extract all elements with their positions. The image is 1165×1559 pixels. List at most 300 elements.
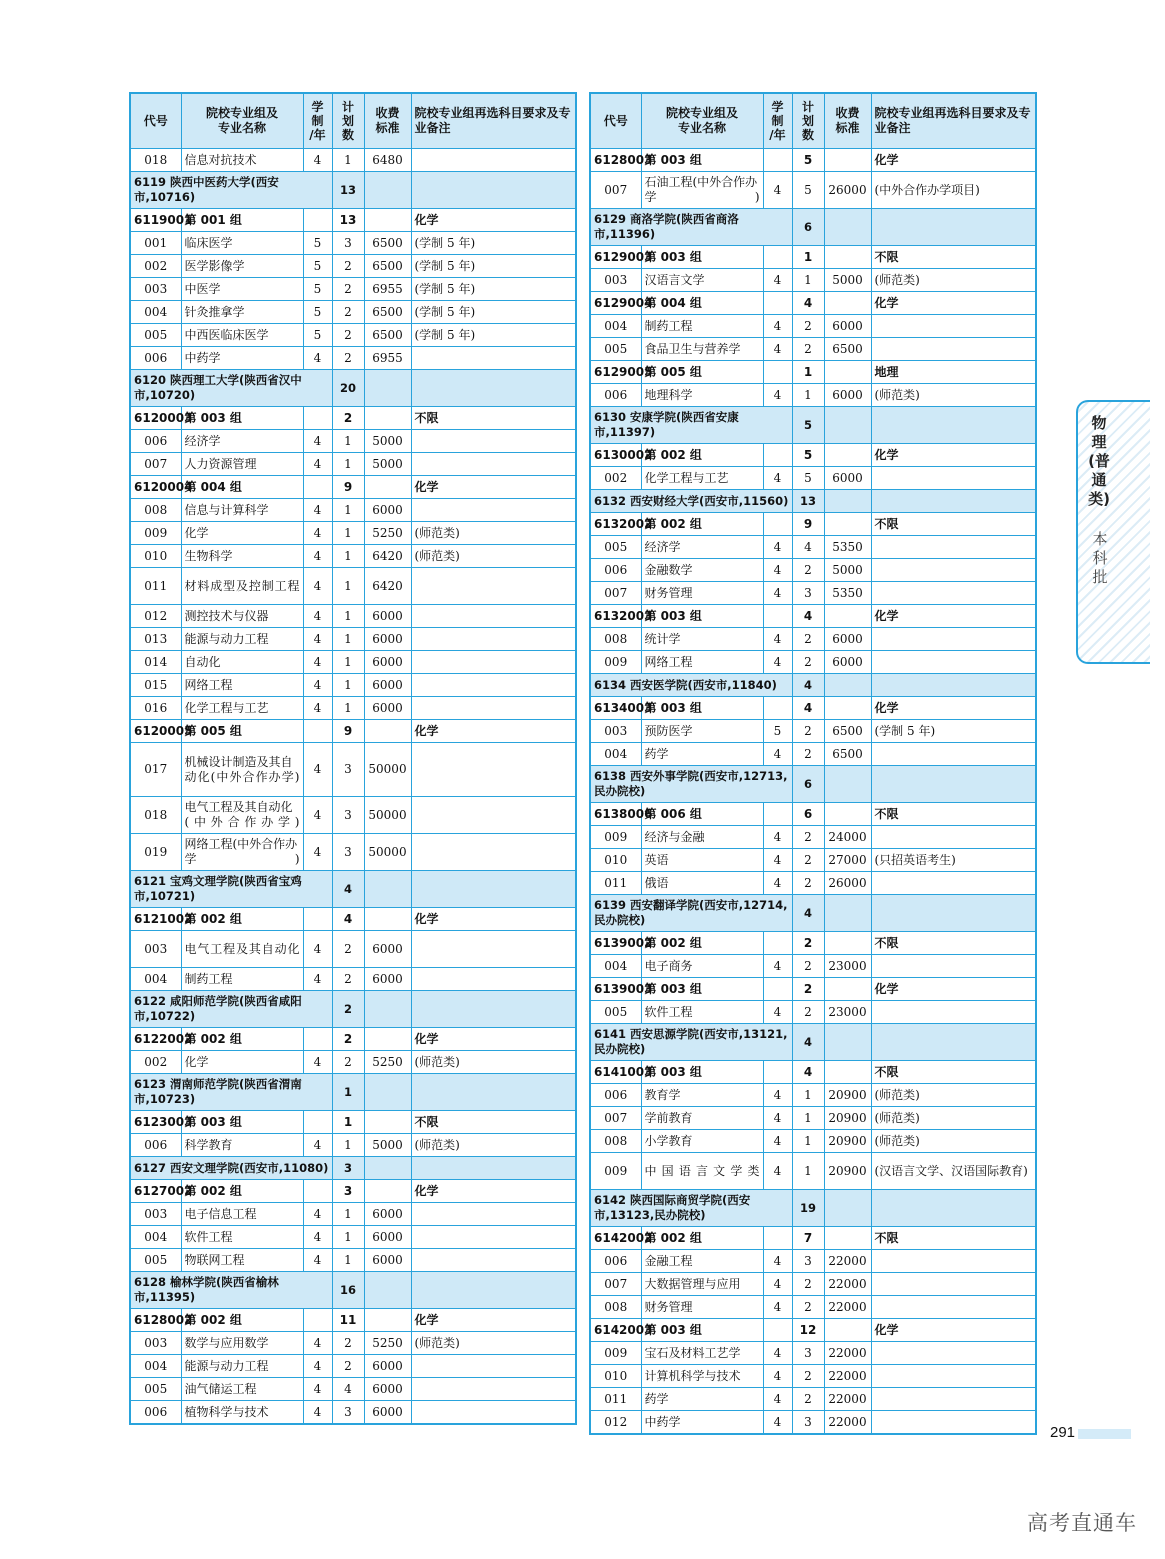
major-row — [590, 1273, 1036, 1296]
major-plan-count: 1 — [332, 453, 364, 476]
major-years: 4 — [303, 968, 332, 991]
group-fee-empty — [824, 246, 871, 269]
major-years: 4 — [303, 545, 332, 568]
group-years-empty — [303, 209, 332, 232]
group-subject-requirement: 化学 — [871, 149, 1036, 172]
major-plan-count: 1 — [792, 1130, 824, 1153]
major-name: 网络工程 — [641, 651, 763, 674]
major-name: 宝石及材料工艺学 — [641, 1342, 763, 1365]
major-code: 002 — [590, 467, 641, 490]
group-code: 6138006 — [590, 803, 641, 826]
group-subject-requirement: 地理 — [871, 361, 1036, 384]
major-fee: 26000 — [824, 872, 871, 895]
major-name: 电气工程及其自动化 — [181, 931, 303, 968]
major-code: 005 — [130, 324, 181, 347]
major-row — [130, 149, 576, 172]
school-note-empty — [411, 370, 576, 407]
major-years: 5 — [303, 324, 332, 347]
major-plan-count: 1 — [332, 674, 364, 697]
school-name: 6139 西安翻译学院(西安市,12714,民办院校) — [590, 895, 792, 932]
group-years-empty — [303, 720, 332, 743]
group-subject-requirement: 化学 — [411, 1028, 576, 1051]
header-plan: 计 划 数 — [332, 93, 364, 149]
group-code: 6120004 — [130, 476, 181, 499]
major-code: 007 — [130, 453, 181, 476]
group-fee-empty — [364, 1309, 411, 1332]
major-plan-count: 1 — [792, 384, 824, 407]
major-plan-count: 1 — [332, 568, 364, 605]
major-note: (师范类) — [871, 1084, 1036, 1107]
major-plan-count: 5 — [792, 467, 824, 490]
major-note: (师范类) — [411, 522, 576, 545]
major-name: 软件工程 — [641, 1001, 763, 1024]
table-body-left — [130, 149, 576, 1425]
major-fee: 20900 — [824, 1107, 871, 1130]
major-plan-count: 1 — [332, 1226, 364, 1249]
school-plan-count: 4 — [792, 895, 824, 932]
group-subject-requirement: 不限 — [411, 1111, 576, 1134]
major-fee: 22000 — [824, 1342, 871, 1365]
group-subject-requirement: 不限 — [871, 513, 1036, 536]
group-name: 第 002 组 — [181, 908, 303, 931]
major-code: 006 — [130, 1401, 181, 1425]
major-row — [590, 315, 1036, 338]
group-name: 第 003 组 — [641, 246, 763, 269]
major-code: 003 — [130, 1203, 181, 1226]
major-note — [871, 1342, 1036, 1365]
school-note-empty — [871, 674, 1036, 697]
major-note: (学制 5 年) — [871, 720, 1036, 743]
major-years: 4 — [303, 605, 332, 628]
major-name: 化学工程与工艺 — [181, 697, 303, 720]
school-note-empty — [871, 407, 1036, 444]
major-fee: 6420 — [364, 545, 411, 568]
major-years: 4 — [763, 1001, 792, 1024]
major-row — [590, 338, 1036, 361]
school-fee-empty — [824, 490, 871, 513]
major-name: 食品卫生与营养学 — [641, 338, 763, 361]
major-row — [130, 931, 576, 968]
major-note — [871, 338, 1036, 361]
major-note: (师范类) — [411, 1332, 576, 1355]
school-fee-empty — [364, 172, 411, 209]
group-subject-requirement: 化学 — [411, 1180, 576, 1203]
major-row — [130, 499, 576, 522]
major-fee: 5000 — [364, 430, 411, 453]
group-row — [590, 246, 1036, 269]
school-row — [590, 1190, 1036, 1227]
group-subject-requirement: 化学 — [871, 605, 1036, 628]
major-name: 医学影像学 — [181, 255, 303, 278]
major-row — [590, 582, 1036, 605]
major-name: 物联网工程 — [181, 1249, 303, 1272]
major-years: 4 — [763, 1342, 792, 1365]
major-years: 4 — [303, 1134, 332, 1157]
major-years: 4 — [303, 743, 332, 797]
major-name: 机械设计制造及其自动化(中外合作办学) — [181, 743, 303, 797]
major-name: 教育学 — [641, 1084, 763, 1107]
major-years: 5 — [303, 278, 332, 301]
group-subject-requirement: 化学 — [871, 1319, 1036, 1342]
major-note — [871, 628, 1036, 651]
group-row — [130, 720, 576, 743]
major-row — [130, 232, 576, 255]
school-row — [590, 209, 1036, 246]
major-note — [411, 674, 576, 697]
major-note: (师范类) — [871, 1130, 1036, 1153]
major-row — [130, 651, 576, 674]
major-note — [871, 315, 1036, 338]
major-name: 地理科学 — [641, 384, 763, 407]
school-note-empty — [411, 1157, 576, 1180]
major-years: 4 — [303, 1249, 332, 1272]
major-years: 4 — [763, 536, 792, 559]
group-row — [130, 908, 576, 931]
group-row — [590, 697, 1036, 720]
major-years: 4 — [763, 1388, 792, 1411]
group-code: 6129004 — [590, 292, 641, 315]
major-row — [130, 255, 576, 278]
major-years: 4 — [763, 1273, 792, 1296]
major-plan-count: 2 — [332, 1355, 364, 1378]
group-plan-count: 1 — [332, 1111, 364, 1134]
major-row — [130, 430, 576, 453]
group-name: 第 004 组 — [641, 292, 763, 315]
section-side-tab — [1076, 400, 1150, 664]
school-note-empty — [871, 766, 1036, 803]
group-fee-empty — [364, 209, 411, 232]
group-fee-empty — [824, 292, 871, 315]
group-fee-empty — [824, 697, 871, 720]
school-name: 6121 宝鸡文理学院(陕西省宝鸡市,10721) — [130, 871, 332, 908]
major-name: 自动化 — [181, 651, 303, 674]
major-plan-count: 1 — [332, 499, 364, 522]
major-fee: 6500 — [364, 232, 411, 255]
major-row — [590, 269, 1036, 292]
school-row — [590, 407, 1036, 444]
major-name: 植物科学与技术 — [181, 1401, 303, 1425]
group-years-empty — [763, 697, 792, 720]
group-name: 第 003 组 — [181, 1111, 303, 1134]
major-code: 006 — [130, 347, 181, 370]
major-fee: 6000 — [824, 384, 871, 407]
header-code: 代号 — [130, 93, 181, 149]
major-years: 5 — [303, 301, 332, 324]
major-row — [130, 324, 576, 347]
major-name: 小学教育 — [641, 1130, 763, 1153]
major-plan-count: 2 — [792, 1296, 824, 1319]
group-subject-requirement: 不限 — [871, 1227, 1036, 1250]
major-code: 003 — [590, 269, 641, 292]
major-plan-count: 1 — [332, 1134, 364, 1157]
group-plan-count: 9 — [332, 476, 364, 499]
major-row — [130, 797, 576, 834]
header-note: 院校专业组再选科目要求及专业备注 — [871, 93, 1036, 149]
group-code: 6129005 — [590, 361, 641, 384]
group-row — [130, 1180, 576, 1203]
header-name: 院校专业组及 专业名称 — [181, 93, 303, 149]
major-code: 005 — [130, 1378, 181, 1401]
major-name: 信息与计算科学 — [181, 499, 303, 522]
major-code: 010 — [590, 1365, 641, 1388]
major-fee: 22000 — [824, 1388, 871, 1411]
major-years: 5 — [763, 720, 792, 743]
major-years: 4 — [303, 931, 332, 968]
major-code: 012 — [590, 1411, 641, 1435]
major-code: 011 — [590, 1388, 641, 1411]
group-years-empty — [763, 246, 792, 269]
major-note: (师范类) — [871, 1107, 1036, 1130]
major-note — [871, 536, 1036, 559]
group-years-empty — [303, 1111, 332, 1134]
group-fee-empty — [824, 605, 871, 628]
school-name: 6138 西安外事学院(西安市,12713,民办院校) — [590, 766, 792, 803]
major-row — [130, 1203, 576, 1226]
major-code: 009 — [590, 1153, 641, 1190]
major-plan-count: 2 — [792, 651, 824, 674]
major-code: 004 — [590, 315, 641, 338]
major-note — [411, 1203, 576, 1226]
major-code: 005 — [590, 536, 641, 559]
major-note — [871, 872, 1036, 895]
major-note: (师范类) — [411, 545, 576, 568]
major-years: 4 — [303, 522, 332, 545]
major-plan-count: 3 — [792, 1411, 824, 1435]
school-note-empty — [871, 1024, 1036, 1061]
group-code: 6139003 — [590, 978, 641, 1001]
major-row — [130, 1226, 576, 1249]
major-code: 004 — [130, 1355, 181, 1378]
group-code: 6121002 — [130, 908, 181, 931]
school-row — [130, 172, 576, 209]
major-fee: 5250 — [364, 1332, 411, 1355]
major-note — [411, 968, 576, 991]
group-row — [130, 209, 576, 232]
admission-table-left — [129, 92, 577, 1425]
major-years: 4 — [303, 1203, 332, 1226]
school-plan-count: 1 — [332, 1074, 364, 1111]
major-fee: 26000 — [824, 172, 871, 209]
major-code: 003 — [130, 931, 181, 968]
major-plan-count: 1 — [792, 1153, 824, 1190]
major-row — [590, 1296, 1036, 1319]
major-name: 能源与动力工程 — [181, 1355, 303, 1378]
major-plan-count: 2 — [332, 968, 364, 991]
major-name: 中药学 — [641, 1411, 763, 1435]
school-row — [130, 1157, 576, 1180]
group-plan-count: 4 — [332, 908, 364, 931]
major-row — [590, 384, 1036, 407]
major-name: 化学 — [181, 1051, 303, 1074]
school-note-empty — [871, 209, 1036, 246]
major-years: 5 — [303, 232, 332, 255]
school-fee-empty — [824, 1024, 871, 1061]
major-note: (汉语言文学、汉语国际教育) — [871, 1153, 1036, 1190]
major-plan-count: 2 — [792, 315, 824, 338]
school-name: 6128 榆林学院(陕西省榆林市,11395) — [130, 1272, 332, 1309]
group-name: 第 003 组 — [641, 1061, 763, 1084]
major-code: 002 — [130, 1051, 181, 1074]
major-code: 006 — [130, 430, 181, 453]
major-years: 4 — [763, 338, 792, 361]
group-row — [130, 1111, 576, 1134]
major-row — [590, 559, 1036, 582]
major-fee: 6955 — [364, 347, 411, 370]
group-fee-empty — [364, 720, 411, 743]
major-name: 网络工程 — [181, 674, 303, 697]
group-plan-count: 9 — [332, 720, 364, 743]
major-plan-count: 1 — [332, 149, 364, 172]
major-years: 4 — [763, 269, 792, 292]
group-years-empty — [763, 1227, 792, 1250]
group-years-empty — [763, 292, 792, 315]
major-row — [130, 1332, 576, 1355]
group-name: 第 003 组 — [641, 978, 763, 1001]
major-plan-count: 2 — [792, 559, 824, 582]
group-code: 6139002 — [590, 932, 641, 955]
major-name: 英语 — [641, 849, 763, 872]
group-code: 6130002 — [590, 444, 641, 467]
major-fee: 22000 — [824, 1296, 871, 1319]
major-code: 010 — [590, 849, 641, 872]
major-name: 统计学 — [641, 628, 763, 651]
major-plan-count: 1 — [332, 430, 364, 453]
major-plan-count: 3 — [332, 834, 364, 871]
group-subject-requirement: 化学 — [411, 1309, 576, 1332]
major-years: 5 — [303, 255, 332, 278]
major-name: 经济学 — [641, 536, 763, 559]
major-fee: 6000 — [364, 1401, 411, 1425]
major-years: 4 — [763, 1250, 792, 1273]
group-plan-count: 1 — [792, 361, 824, 384]
major-name: 软件工程 — [181, 1226, 303, 1249]
major-note — [411, 453, 576, 476]
group-code: 6132002 — [590, 513, 641, 536]
major-years: 4 — [303, 568, 332, 605]
major-code: 010 — [130, 545, 181, 568]
school-note-empty — [411, 1074, 576, 1111]
school-fee-empty — [364, 1272, 411, 1309]
major-code: 004 — [130, 1226, 181, 1249]
school-name: 6127 西安文理学院(西安市,11080) — [130, 1157, 332, 1180]
group-plan-count: 2 — [332, 1028, 364, 1051]
major-years: 4 — [303, 1332, 332, 1355]
major-name: 经济学 — [181, 430, 303, 453]
major-fee: 6420 — [364, 568, 411, 605]
major-row — [130, 1051, 576, 1074]
major-name: 制药工程 — [641, 315, 763, 338]
major-row — [590, 651, 1036, 674]
major-fee: 6000 — [824, 315, 871, 338]
group-name: 第 002 组 — [181, 1309, 303, 1332]
group-fee-empty — [824, 1227, 871, 1250]
school-plan-count: 2 — [332, 991, 364, 1028]
school-row — [590, 895, 1036, 932]
group-plan-count: 11 — [332, 1309, 364, 1332]
group-row — [130, 1028, 576, 1051]
major-note — [871, 1388, 1036, 1411]
group-code: 6122002 — [130, 1028, 181, 1051]
major-code: 008 — [590, 1130, 641, 1153]
major-fee: 5000 — [824, 559, 871, 582]
school-fee-empty — [364, 1157, 411, 1180]
major-code: 003 — [130, 1332, 181, 1355]
group-plan-count: 1 — [792, 246, 824, 269]
major-fee: 5250 — [364, 1051, 411, 1074]
major-fee: 6000 — [364, 674, 411, 697]
major-fee: 6500 — [824, 720, 871, 743]
major-code: 009 — [590, 651, 641, 674]
major-fee: 22000 — [824, 1411, 871, 1435]
school-fee-empty — [364, 871, 411, 908]
major-code: 005 — [590, 1001, 641, 1024]
major-code: 004 — [590, 955, 641, 978]
major-code: 009 — [590, 1342, 641, 1365]
group-code: 6132003 — [590, 605, 641, 628]
school-plan-count: 19 — [792, 1190, 824, 1227]
major-note — [871, 559, 1036, 582]
school-fee-empty — [824, 407, 871, 444]
major-name: 中药学 — [181, 347, 303, 370]
major-fee: 6500 — [364, 301, 411, 324]
group-name: 第 002 组 — [641, 513, 763, 536]
header-years: 学 制 /年 — [763, 93, 792, 149]
major-note — [871, 467, 1036, 490]
major-plan-count: 3 — [332, 743, 364, 797]
major-plan-count: 1 — [332, 1203, 364, 1226]
major-years: 4 — [763, 1411, 792, 1435]
major-years: 4 — [763, 651, 792, 674]
major-code: 008 — [590, 628, 641, 651]
major-name: 数学与应用数学 — [181, 1332, 303, 1355]
group-row — [590, 149, 1036, 172]
major-note: (师范类) — [411, 1051, 576, 1074]
major-plan-count: 2 — [792, 1273, 824, 1296]
group-code: 6134003 — [590, 697, 641, 720]
major-code: 018 — [130, 797, 181, 834]
major-code: 004 — [130, 301, 181, 324]
major-fee: 6000 — [364, 651, 411, 674]
school-name: 6123 渭南师范学院(陕西省渭南市,10723) — [130, 1074, 332, 1111]
major-name: 化学工程与工艺 — [641, 467, 763, 490]
school-fee-empty — [824, 674, 871, 697]
major-note: (只招英语考生) — [871, 849, 1036, 872]
major-note: (学制 5 年) — [411, 255, 576, 278]
major-plan-count: 1 — [332, 1249, 364, 1272]
major-fee: 5000 — [364, 1134, 411, 1157]
group-years-empty — [763, 361, 792, 384]
major-name: 中西医临床医学 — [181, 324, 303, 347]
group-years-empty — [303, 1309, 332, 1332]
major-note — [411, 149, 576, 172]
major-name: 经济与金融 — [641, 826, 763, 849]
major-plan-count: 2 — [792, 872, 824, 895]
major-years: 4 — [763, 384, 792, 407]
major-note — [411, 931, 576, 968]
major-plan-count: 2 — [792, 720, 824, 743]
group-years-empty — [763, 932, 792, 955]
major-code: 014 — [130, 651, 181, 674]
group-years-empty — [763, 1061, 792, 1084]
major-code: 004 — [130, 968, 181, 991]
school-fee-empty — [364, 991, 411, 1028]
major-years: 4 — [303, 674, 332, 697]
group-subject-requirement: 不限 — [871, 932, 1036, 955]
group-years-empty — [303, 1180, 332, 1203]
school-name: 6120 陕西理工大学(陕西省汉中市,10720) — [130, 370, 332, 407]
major-plan-count: 3 — [332, 1401, 364, 1425]
major-note: (师范类) — [871, 384, 1036, 407]
